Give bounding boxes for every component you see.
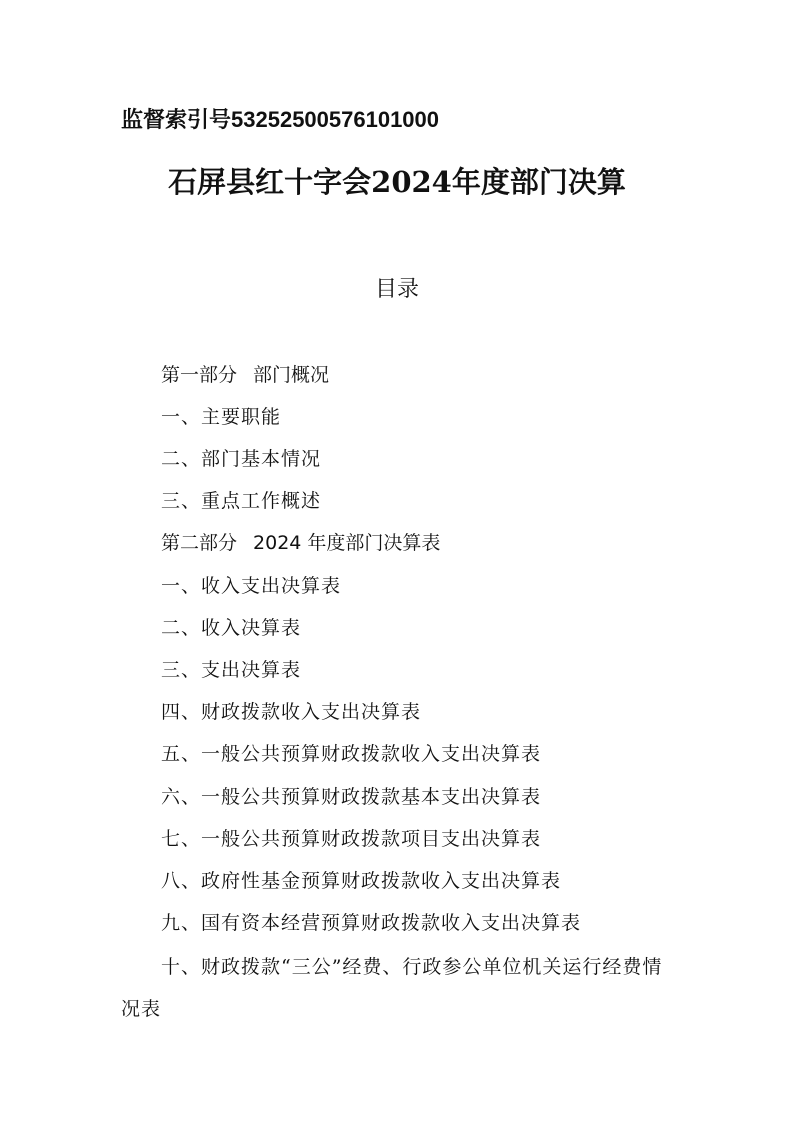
toc-part-2 bbox=[161, 528, 440, 555]
document-title: 石屏县红十字会2024年度部门决算 bbox=[168, 165, 626, 199]
toc-item: 二、部门基本情况 bbox=[161, 448, 322, 470]
toc-heading: 目录 bbox=[374, 277, 419, 302]
toc-item: 一、主要职能 bbox=[161, 406, 282, 428]
toc-item: 四、财政拨款收入支出决算表 bbox=[161, 701, 422, 723]
toc-item: 九、国有资本经营预算财政拨款收入支出决算表 bbox=[161, 912, 582, 934]
toc-item: 六、一般公共预算财政拨款基本支出决算表 bbox=[161, 786, 542, 808]
toc-part-2-label: 第二部分 bbox=[161, 532, 238, 554]
toc-item: 八、政府性基金预算财政拨款收入支出决算表 bbox=[161, 870, 562, 892]
toc-item-last-line2: 况表 bbox=[121, 998, 162, 1020]
toc-part-1-label: 第一部分 bbox=[161, 364, 238, 386]
toc-item: 五、一般公共预算财政拨款收入支出决算表 bbox=[161, 743, 542, 765]
supervision-index-label: 监督索引号 bbox=[121, 107, 232, 132]
toc-item-last-line1: 十、财政拨款“三公”经费、行政参公单位机关运行经费情 bbox=[161, 956, 663, 978]
toc-item: 二、收入决算表 bbox=[161, 617, 302, 639]
toc-item: 七、一般公共预算财政拨款项目支出决算表 bbox=[161, 828, 542, 850]
toc-part-2-title: 2024 年度部门决算表 bbox=[253, 532, 441, 554]
toc-part-1-title: 部门概况 bbox=[253, 364, 330, 386]
supervision-index bbox=[121, 103, 439, 134]
toc-part-1 bbox=[161, 360, 329, 387]
toc-item: 三、重点工作概述 bbox=[161, 490, 322, 512]
supervision-index-number: 53252500576101000 bbox=[231, 107, 440, 132]
toc-item: 一、收入支出决算表 bbox=[161, 575, 342, 597]
toc-item: 三、支出决算表 bbox=[161, 659, 302, 681]
